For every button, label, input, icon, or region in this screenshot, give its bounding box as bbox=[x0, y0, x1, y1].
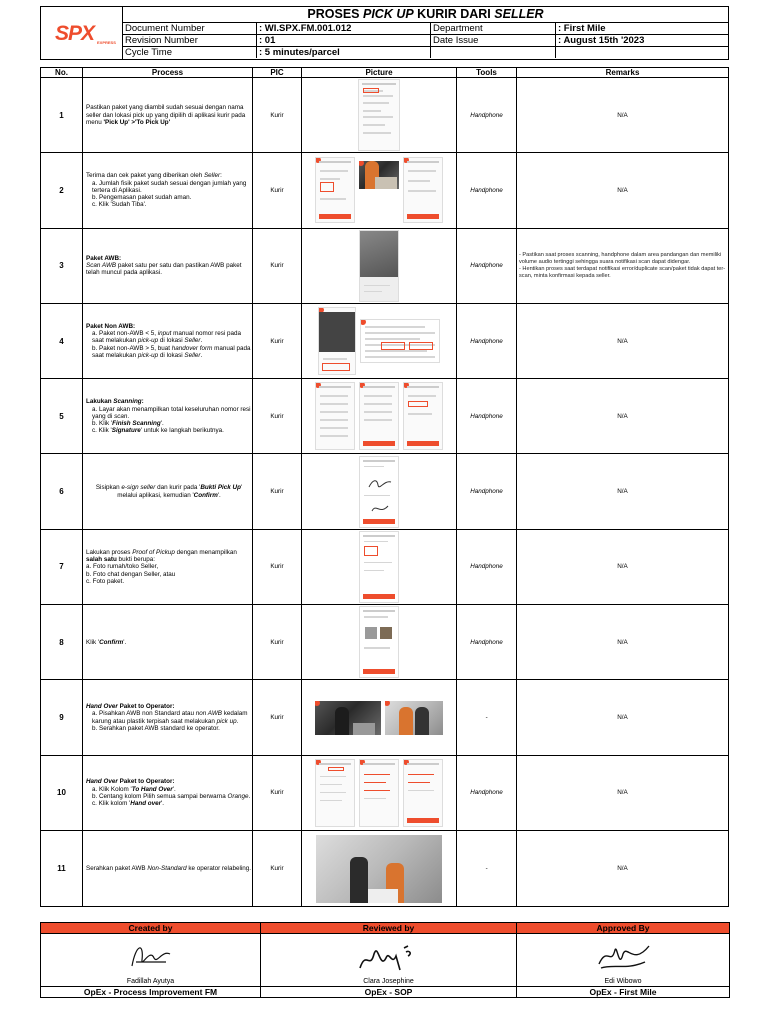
signature-approved: Approved By Edi Wibowo OpEx - First Mile bbox=[517, 923, 729, 997]
header-row-document-number: Document Number : WI.SPX.FM.001.012 Department : First Mile bbox=[123, 23, 728, 35]
header-row-cycle-time: Cycle Time : 5 minutes/parcel bbox=[123, 47, 728, 59]
table-row: 3 Paket AWB: Scan AWB paket satu per satu dan pastikan AWB paket telah muncul pada aplikasi. Kurir Handphone - Pastikan saat proses scanning, handphone dalam area pandangan dan memiliki volume audio tertinggi sehingga suara notifikasi scan dapat didengar. - Hentikan proses saat terdapat notifikasi error/duplicate scan/paket tidak dapat ter-scan, minta konfirmasi kepada seller. bbox=[41, 229, 728, 304]
process-step-2: Terima dan cek paket yang diberikan oleh Seller: a. Jumlah fisik paket sudah sesuai dengan jumlah yang tertera di Aplikasi. b. Pengemasan paket sudah aman. c. Klik 'Sudah Tiba'. bbox=[83, 153, 253, 227]
app-screenshot bbox=[318, 307, 356, 375]
signature-reviewed: Reviewed by Clara Josephine OpEx - SOP bbox=[261, 923, 517, 997]
table-header bbox=[41, 68, 728, 78]
document-title: PROSES PICK UP KURIR DARI SELLER bbox=[123, 7, 728, 23]
table-row: 7 Lakukan proses Proof of Pickup dengan menampilkan salah satu bukti berupa: a. Foto rumah/toko Seller, b. Foto chat dengan Seller, atau c. Foto paket. Kurir Handphone N/A bbox=[41, 530, 728, 605]
package-photo bbox=[359, 161, 399, 189]
process-step-4: Paket Non AWB: a. Paket non-AWB < 5, input manual nomor resi pada saat melakukan pick-up di lokasi Seller. b. Paket non-AWB > 5, buat handover form manual pada saat melakukan pick-up di lokasi Seller. bbox=[83, 304, 253, 378]
proof-of-pickup-screenshot bbox=[359, 531, 399, 603]
picture-step-1 bbox=[302, 78, 457, 152]
table-row: 4 Paket Non AWB: a. Paket non-AWB < 5, input manual nomor resi pada saat melakukan pick-up di lokasi Seller. b. Paket non-AWB > 5, buat handover form manual pada saat melakukan pick-up di lokasi Seller. Kurir Handphone N/A bbox=[41, 304, 728, 379]
picture-step-3 bbox=[302, 229, 457, 303]
signature-created: Created by Fadillah Ayutya OpEx - Process Improvement FM bbox=[41, 923, 261, 997]
process-step-6: Sisipkan e-sign seller dan kurir pada 'Bukti Pick Up' melalui aplikasi, kemudian 'Confirm'. bbox=[83, 454, 253, 528]
app-screenshot bbox=[315, 157, 355, 223]
logo-subtext: EXPRESS bbox=[97, 40, 116, 45]
app-screenshot bbox=[359, 759, 399, 827]
col-pic: PIC bbox=[253, 68, 302, 77]
picture-step-5 bbox=[302, 379, 457, 453]
col-tools: Tools bbox=[457, 68, 517, 77]
process-step-3: Paket AWB: Scan AWB paket satu per satu dan pastikan AWB paket telah muncul pada aplikasi. bbox=[83, 229, 253, 303]
scan-screenshot bbox=[359, 230, 399, 302]
spx-logo bbox=[41, 7, 123, 59]
app-screenshot bbox=[359, 382, 399, 450]
process-step-5: Lakukan Scanning: a. Layar akan menampilkan total keseluruhan nomor resi yang di scan. b. Klik 'Finish Scanning'. c. Klik 'Signature' untuk ke langkah berikutnya. bbox=[83, 379, 253, 453]
handover-form-photo bbox=[360, 319, 440, 363]
table-row: 5 Lakukan Scanning: a. Layar akan menampilkan total keseluruhan nomor resi yang di scan. b. Klik 'Finish Scanning'. c. Klik 'Signature' untuk ke langkah berikutnya. Kurir Handphone N/A bbox=[41, 379, 728, 454]
document-header bbox=[40, 6, 729, 60]
col-process: Process bbox=[83, 68, 253, 77]
process-step-11: Serahkan paket AWB Non-Standard ke operator relabeling. bbox=[83, 831, 253, 906]
app-screenshot bbox=[403, 382, 443, 450]
app-screenshot bbox=[403, 157, 443, 223]
table-row: 9 Hand Over Paket to Operator: a. Pisahkan AWB non Standard atau non AWB kedalam karung atau plastik terpisah saat melakukan pick up. b. Serahkan paket AWB standard ke operator. Kurir - N/A bbox=[41, 680, 728, 755]
header-row-revision-number: Revision Number : 01 Date Issue : August 15th '2023 bbox=[123, 35, 728, 47]
logo-text: SPX bbox=[55, 22, 95, 45]
handover-photo bbox=[385, 701, 443, 735]
picture-step-11 bbox=[302, 831, 457, 906]
table-row: 1 Pastikan paket yang diambil sudah sesuai dengan nama seller dan lokasi pick up yang dipilih di aplikasi kurir pada menu 'Pick Up' >'To Pick Up' Kurir Handphone N/A bbox=[41, 78, 728, 153]
table-row: 8 Klik 'Confirm'. Kurir Handphone N/A bbox=[41, 605, 728, 680]
picture-step-2 bbox=[302, 153, 457, 227]
picture-step-4 bbox=[302, 304, 457, 378]
process-step-8: Klik 'Confirm'. bbox=[83, 605, 253, 679]
table-row: 2 Terima dan cek paket yang diberikan oleh Seller: a. Jumlah fisik paket sudah sesuai dengan jumlah yang tertera di Aplikasi. b. Pengemasan paket sudah aman. c. Klik 'Sudah Tiba'. Kurir Handphone N/A bbox=[41, 153, 728, 228]
table-row: 6 Sisipkan e-sign seller dan kurir pada 'Bukti Pick Up' melalui aplikasi, kemudian 'Confirm'. Kurir Handphone N/A bbox=[41, 454, 728, 529]
picture-step-6 bbox=[302, 454, 457, 528]
signature-screenshot bbox=[359, 456, 399, 528]
signature-icon bbox=[126, 940, 176, 972]
process-step-10: Hand Over Paket to Operator: a. Klik Kolom 'To Hand Over'. b. Centang kolom Pilih semua sampai berwarna Orange. c. Klik kolom 'Hand over'. bbox=[83, 756, 253, 830]
picture-step-8 bbox=[302, 605, 457, 679]
process-step-1: Pastikan paket yang diambil sudah sesuai dengan nama seller dan lokasi pick up yang dipilih di aplikasi kurir pada menu 'Pick Up' >'To Pick Up' bbox=[83, 78, 253, 152]
col-picture: Picture bbox=[302, 68, 457, 77]
app-screenshot bbox=[403, 759, 443, 827]
process-step-7: Lakukan proses Proof of Pickup dengan menampilkan salah satu bukti berupa: a. Foto rumah/toko Seller, b. Foto chat dengan Seller, atau c. Foto paket. bbox=[83, 530, 253, 604]
handover-photo bbox=[315, 701, 381, 735]
confirm-screenshot bbox=[359, 606, 399, 678]
picture-step-10 bbox=[302, 756, 457, 830]
relabeling-photo bbox=[316, 835, 442, 903]
picture-step-7 bbox=[302, 530, 457, 604]
process-step-9: Hand Over Paket to Operator: a. Pisahkan AWB non Standard atau non AWB kedalam karung atau plastik terpisah saat melakukan pick up. b. Serahkan paket AWB standard ke operator. bbox=[83, 680, 253, 754]
app-screenshot bbox=[315, 759, 355, 827]
picture-step-9 bbox=[302, 680, 457, 754]
app-screenshot bbox=[315, 382, 355, 450]
remark-step-3: - Pastikan saat proses scanning, handphone dalam area pandangan dan memiliki volume audio tertinggi sehingga suara notifikasi scan dapat didengar. - Hentikan proses saat terdapat notifikasi error/duplicate scan/paket tidak dapat ter-scan, minta konfirmasi kepada seller. bbox=[519, 251, 726, 279]
signature-icon bbox=[593, 940, 653, 974]
col-no: No. bbox=[41, 68, 83, 77]
process-table bbox=[40, 67, 729, 907]
app-screenshot bbox=[358, 79, 400, 151]
signature-icon bbox=[356, 940, 422, 974]
table-row: 11 Serahkan paket AWB Non-Standard ke operator relabeling. Kurir - N/A bbox=[41, 831, 728, 906]
col-remarks: Remarks bbox=[605, 68, 640, 77]
signature-block bbox=[40, 922, 730, 998]
table-row: 10 Hand Over Paket to Operator: a. Klik Kolom 'To Hand Over'. b. Centang kolom Pilih semua sampai berwarna Orange. c. Klik kolom 'Hand over'. Kurir Handphone N/A bbox=[41, 756, 728, 831]
